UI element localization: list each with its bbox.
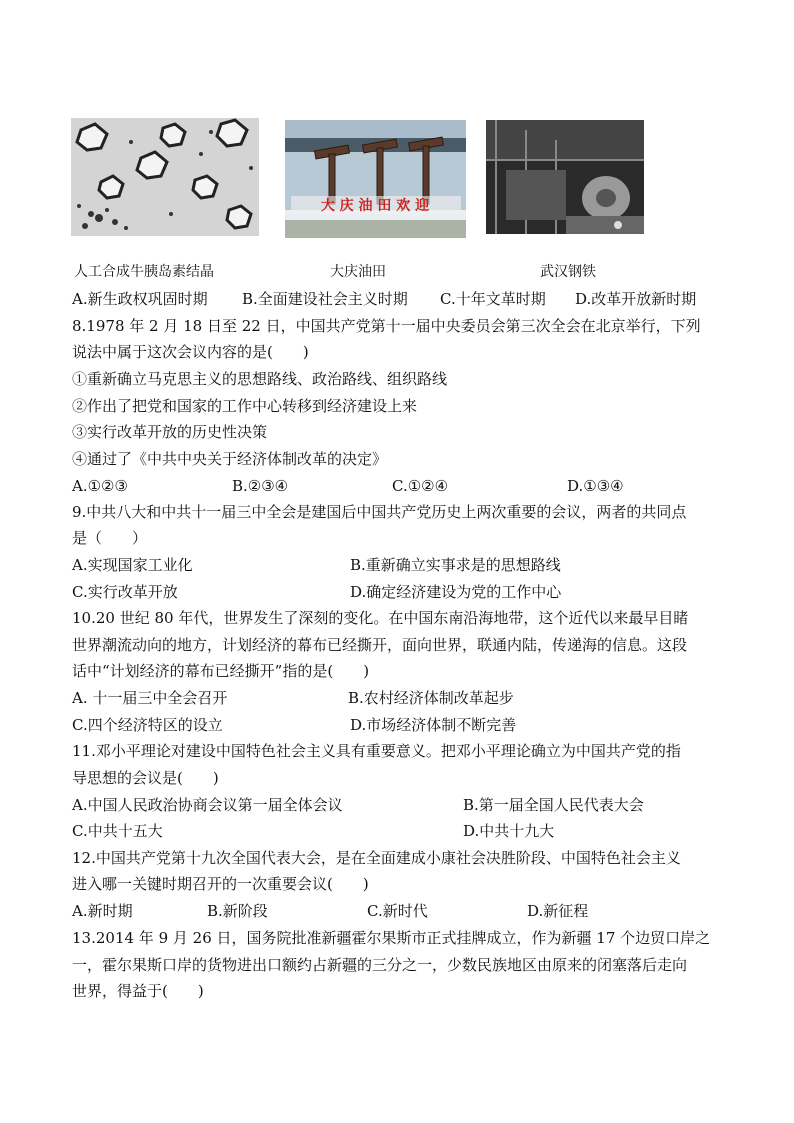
image-caption-insulin: 人工合成牛胰岛素结晶	[74, 264, 214, 280]
q13-stem-line-3: 世界，得益于( )	[72, 982, 204, 1000]
q7-option-b[interactable]: B.全面建设社会主义时期	[242, 290, 408, 308]
q8-option-d[interactable]: D.①③④	[567, 477, 624, 495]
q9-option-c[interactable]: C.实行改革开放	[72, 583, 178, 601]
q8-item-1: ①重新确立马克思主义的思想路线、政治路线、组织路线	[72, 370, 448, 388]
q11-option-a[interactable]: A.中国人民政治协商会议第一届全体会议	[72, 796, 343, 814]
insulin-crystal-image	[71, 118, 259, 236]
q10-option-b[interactable]: B.农村经济体制改革起步	[348, 689, 514, 707]
q9-option-a[interactable]: A.实现国家工业化	[72, 556, 193, 574]
q12-option-c[interactable]: C.新时代	[367, 902, 428, 920]
q12-option-d[interactable]: D.新征程	[527, 902, 589, 920]
q9-option-b[interactable]: B.重新确立实事求是的思想路线	[350, 556, 561, 574]
q10-option-d[interactable]: D.市场经济体制不断完善	[350, 716, 517, 734]
q9-option-d[interactable]: D.确定经济建设为党的工作中心	[350, 583, 562, 601]
q11-stem-line-2: 导思想的会议是( )	[72, 769, 219, 787]
q10-stem-line-2: 世界潮流动向的地方，计划经济的幕布已经撕开，面向世界，联通内陆，传递海的信息。这段	[72, 636, 688, 654]
q11-option-c[interactable]: C.中共十五大	[72, 822, 163, 840]
q12-option-a[interactable]: A.新时期	[72, 902, 133, 920]
q8-stem-line-2: 说法中属于这次会议内容的是( )	[72, 343, 309, 361]
steel-mill-photo-icon	[486, 120, 644, 234]
q8-item-4: ④通过了《中共中央关于经济体制改革的决定》	[72, 450, 388, 468]
q11-option-b[interactable]: B.第一届全国人民代表大会	[463, 796, 644, 814]
q8-option-a[interactable]: A.①②③	[72, 477, 128, 495]
q11-option-d[interactable]: D.中共十九大	[463, 822, 555, 840]
q8-option-c[interactable]: C.①②④	[392, 477, 449, 495]
q13-stem-line-2: 一，霍尔果斯口岸的货物进出口额约占新疆的三分之一，少数民族地区由原来的闭塞落后走向	[72, 956, 688, 974]
q8-stem-line-1: 8.1978 年 2 月 18 日至 22 日，中国共产党第十一届中央委员会第三次全会在北京举行，下列	[72, 317, 701, 335]
q8-item-3: ③实行改革开放的历史性决策	[72, 423, 268, 441]
image-caption-oilfield: 大庆油田	[330, 264, 386, 280]
q13-stem-line-1: 13.2014 年 9 月 26 日，国务院批准新疆霍尔果斯市正式挂牌成立，作为新疆 17 个边贸口岸之	[72, 929, 711, 947]
q10-option-c[interactable]: C.四个经济特区的设立	[72, 716, 223, 734]
q9-stem-line-2: 是（ ）	[72, 529, 148, 547]
q12-stem-line-1: 12.中国共产党第十九次全国代表大会，是在全面建成小康社会决胜阶段、中国特色社会主义	[72, 849, 681, 867]
insulin-crystal-photo-icon	[71, 118, 259, 236]
q7-option-a[interactable]: A.新生政权巩固时期	[72, 290, 208, 308]
oil-pump-photo-icon	[285, 120, 466, 238]
oil-field-image	[285, 120, 466, 238]
q8-option-b[interactable]: B.②③④	[232, 477, 289, 495]
q12-option-b[interactable]: B.新阶段	[207, 902, 268, 920]
q11-stem-line-1: 11.邓小平理论对建设中国特色社会主义具有重要意义。把邓小平理论确立为中国共产党的指	[72, 742, 681, 760]
steel-mill-image	[486, 120, 644, 234]
q9-stem-line-1: 9.中共八大和中共十一届三中全会是建国后中国共产党历史上两次重要的会议，两者的共同点	[72, 503, 687, 521]
q8-item-2: ②作出了把党和国家的工作中心转移到经济建设上来	[72, 397, 418, 415]
q7-option-d[interactable]: D.改革开放新时期	[575, 290, 697, 308]
q10-option-a[interactable]: A. 十一届三中全会召开	[72, 689, 228, 707]
q10-stem-line-1: 10.20 世纪 80 年代，世界发生了深刻的变化。在中国东南沿海地带，这个近代以来最早目睹	[72, 609, 689, 627]
image-caption-steel: 武汉钢铁	[540, 264, 596, 280]
q10-stem-line-3: 话中“计划经济的幕布已经撕开”指的是( )	[72, 662, 370, 680]
q12-stem-line-2: 进入哪一关键时期召开的一次重要会议( )	[72, 875, 369, 893]
oil-field-sign-text: 大 庆 油 田 欢 迎	[320, 198, 430, 214]
q7-option-c[interactable]: C.十年文革时期	[440, 290, 546, 308]
